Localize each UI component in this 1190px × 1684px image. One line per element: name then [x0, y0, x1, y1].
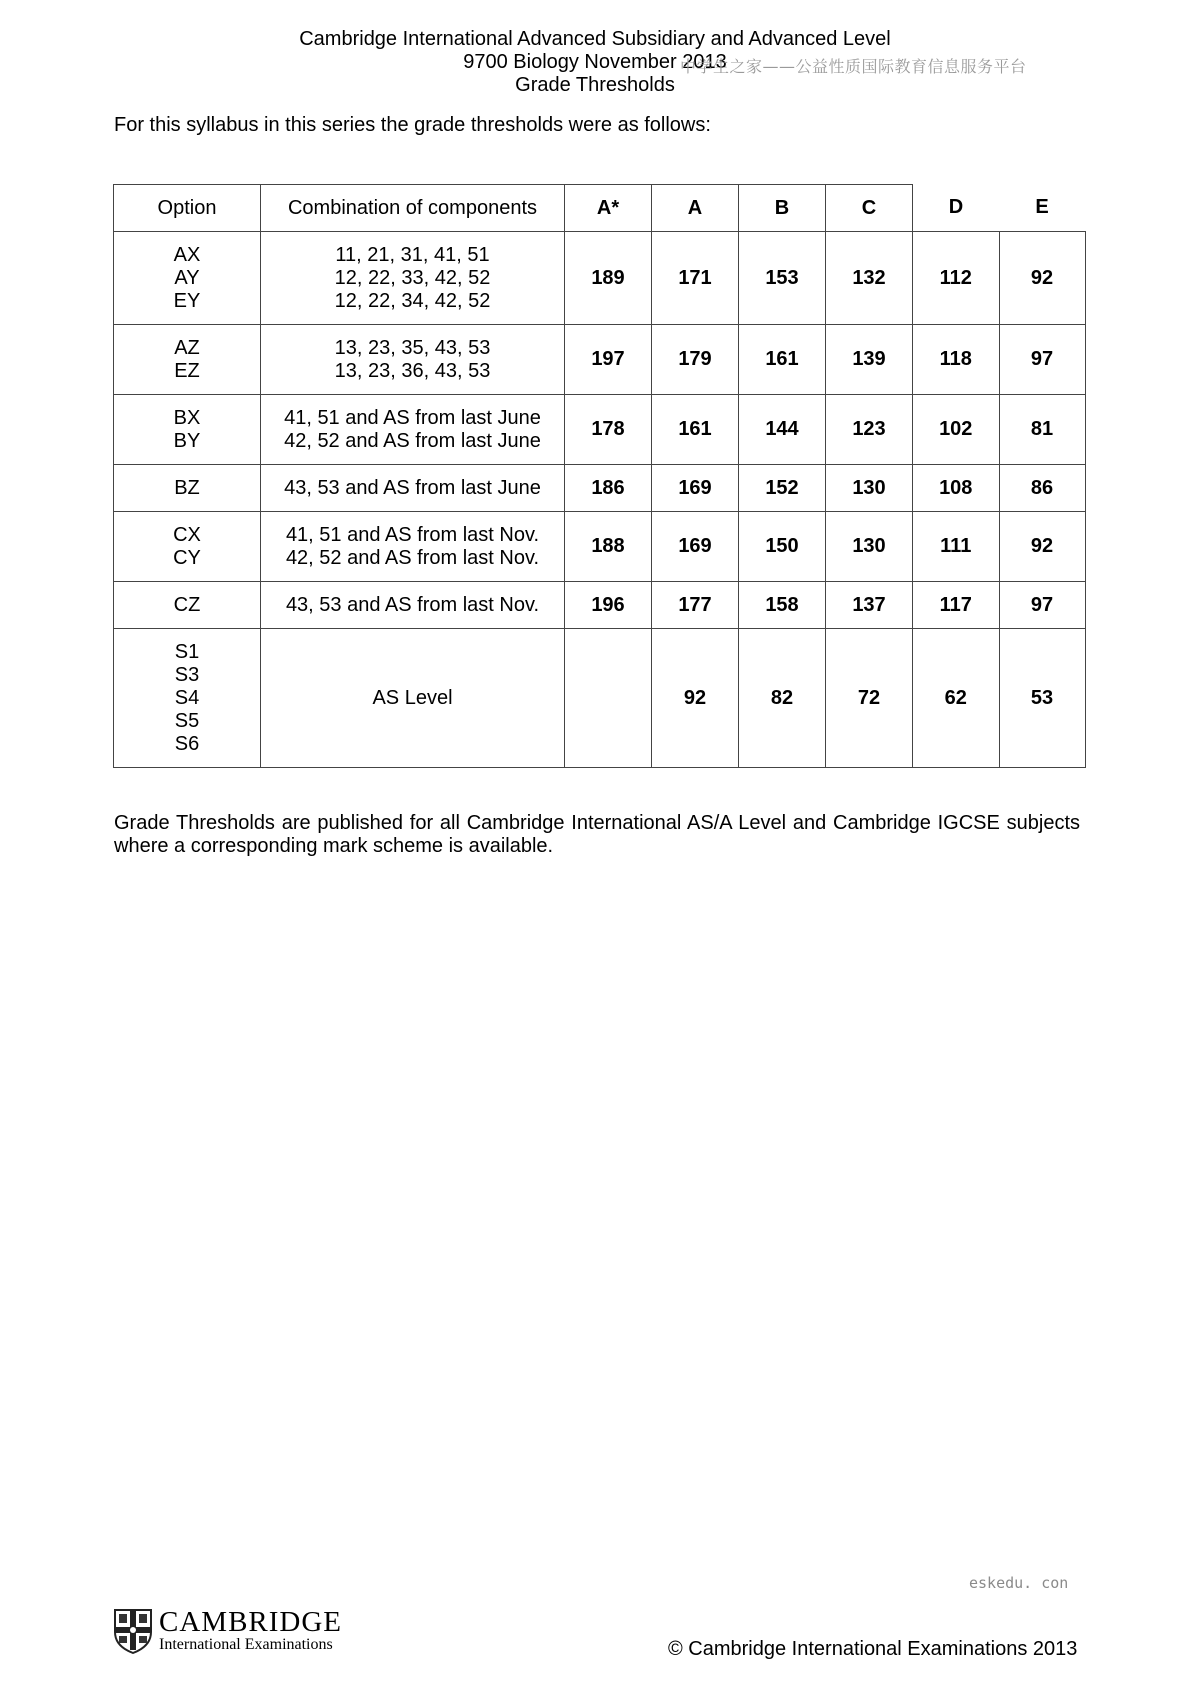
- threshold-b: 153: [739, 232, 826, 325]
- threshold-a: 92: [652, 629, 739, 768]
- option-code: BZ: [174, 476, 200, 499]
- components-cell: [261, 465, 565, 512]
- components-cell: [261, 232, 565, 325]
- option-cell: [114, 232, 261, 325]
- header-subject: 9700 Biology November 2013: [463, 51, 727, 73]
- threshold-e: 97: [999, 582, 1085, 629]
- threshold-c: 130: [826, 512, 913, 582]
- header-document-type: Grade Thresholds: [515, 74, 675, 96]
- threshold-b: 82: [739, 629, 826, 768]
- components-cell: [261, 512, 565, 582]
- grade-thresholds-table: [113, 184, 1086, 768]
- option-code: CZ: [173, 593, 201, 616]
- header-combination: Combination of components: [261, 185, 565, 232]
- option-code: CX: [173, 523, 201, 546]
- cambridge-logo: [113, 1608, 342, 1654]
- threshold-d: 111: [913, 512, 1000, 582]
- threshold-a: 169: [652, 512, 739, 582]
- option-cell: [114, 465, 261, 512]
- threshold-d: 108: [913, 465, 1000, 512]
- threshold-a-star: 178: [565, 395, 652, 465]
- option-cell: [114, 629, 261, 768]
- table-row: [114, 629, 1086, 768]
- threshold-b: 144: [739, 395, 826, 465]
- table-row: [114, 395, 1086, 465]
- component-combination: 42, 52 and AS from last June: [284, 429, 541, 452]
- threshold-d: 117: [913, 582, 1000, 629]
- option-cell: [114, 325, 261, 395]
- component-combination: 43, 53 and AS from last June: [284, 476, 541, 499]
- option-code: BY: [173, 429, 201, 452]
- component-combination: 12, 22, 33, 42, 52: [334, 266, 491, 289]
- threshold-a-star: 189: [565, 232, 652, 325]
- logo-wordmark: CAMBRIDGE: [159, 1606, 343, 1638]
- threshold-c: 139: [826, 325, 913, 395]
- threshold-d: 102: [913, 395, 1000, 465]
- table-row: [114, 232, 1086, 325]
- option-code: S5: [174, 709, 200, 732]
- option-code: S1: [174, 640, 200, 663]
- option-cell: [114, 395, 261, 465]
- threshold-c: 130: [826, 465, 913, 512]
- cambridge-crest-icon: [113, 1608, 153, 1654]
- component-combination: 43, 53 and AS from last Nov.: [285, 593, 540, 616]
- option-cell: [114, 512, 261, 582]
- threshold-c: 72: [826, 629, 913, 768]
- table-row: [114, 465, 1086, 512]
- option-code: CY: [173, 546, 201, 569]
- threshold-a: 177: [652, 582, 739, 629]
- table-row: [114, 325, 1086, 395]
- option-code: S6: [174, 732, 200, 755]
- threshold-a-star: [565, 629, 652, 768]
- threshold-a: 171: [652, 232, 739, 325]
- components-cell: [261, 582, 565, 629]
- threshold-d: 112: [913, 232, 1000, 325]
- footer-note: Grade Thresholds are published for all Cambridge International AS/A Level and Cambridge IGCSE subjects where a corresponding mark scheme is available.: [114, 812, 1080, 857]
- logo-subtitle: International Examinations: [159, 1636, 333, 1653]
- components-cell: [261, 395, 565, 465]
- option-code: AY: [174, 266, 200, 289]
- component-combination: AS Level: [372, 686, 453, 709]
- threshold-d: 62: [913, 629, 1000, 768]
- threshold-b: 150: [739, 512, 826, 582]
- table-body: [114, 232, 1086, 768]
- table-header-row: [114, 185, 1086, 232]
- component-combination: 41, 51 and AS from last Nov.: [285, 523, 540, 546]
- threshold-a: 169: [652, 465, 739, 512]
- component-combination: 42, 52 and AS from last Nov.: [285, 546, 540, 569]
- threshold-b: 161: [739, 325, 826, 395]
- header-grade-b: B: [739, 185, 826, 232]
- threshold-a: 179: [652, 325, 739, 395]
- header-grade-e: E: [999, 185, 1085, 232]
- component-combination: 41, 51 and AS from last June: [284, 406, 541, 429]
- components-cell: [261, 325, 565, 395]
- option-code: EY: [173, 289, 201, 312]
- intro-text: For this syllabus in this series the grade thresholds were as follows:: [114, 114, 711, 136]
- table-row: [114, 512, 1086, 582]
- threshold-c: 132: [826, 232, 913, 325]
- threshold-d: 118: [913, 325, 1000, 395]
- option-code: EZ: [174, 359, 200, 382]
- site-watermark: eskedu. con: [969, 1574, 1069, 1592]
- threshold-c: 137: [826, 582, 913, 629]
- components-cell: [261, 629, 565, 768]
- threshold-e: 97: [999, 325, 1085, 395]
- component-combination: 11, 21, 31, 41, 51: [335, 243, 490, 266]
- header-title: Cambridge International Advanced Subsidiary and Advanced Level: [299, 28, 891, 50]
- option-code: AZ: [174, 336, 200, 359]
- watermark-text: 中学生之家——公益性质国际教育信息服务平台: [680, 57, 1027, 76]
- threshold-a-star: 188: [565, 512, 652, 582]
- threshold-a: 161: [652, 395, 739, 465]
- threshold-a-star: 186: [565, 465, 652, 512]
- header-grade-a-star: A*: [565, 185, 652, 232]
- option-code: AX: [173, 243, 201, 266]
- option-cell: [114, 582, 261, 629]
- header-grade-d: D: [913, 185, 1000, 232]
- threshold-e: 81: [999, 395, 1085, 465]
- table-row: [114, 582, 1086, 629]
- component-combination: 13, 23, 35, 43, 53: [334, 336, 491, 359]
- threshold-e: 92: [999, 512, 1085, 582]
- option-code: S4: [174, 686, 200, 709]
- header-grade-c: C: [826, 185, 913, 232]
- threshold-a-star: 196: [565, 582, 652, 629]
- header-grade-a: A: [652, 185, 739, 232]
- threshold-e: 53: [999, 629, 1085, 768]
- threshold-b: 158: [739, 582, 826, 629]
- component-combination: 13, 23, 36, 43, 53: [334, 359, 491, 382]
- option-code: BX: [173, 406, 201, 429]
- header-option: Option: [114, 185, 261, 232]
- option-code: S3: [174, 663, 200, 686]
- threshold-c: 123: [826, 395, 913, 465]
- threshold-b: 152: [739, 465, 826, 512]
- threshold-e: 92: [999, 232, 1085, 325]
- threshold-a-star: 197: [565, 325, 652, 395]
- threshold-e: 86: [999, 465, 1085, 512]
- copyright-text: © Cambridge International Examinations 2013: [668, 1638, 1078, 1660]
- component-combination: 12, 22, 34, 42, 52: [334, 289, 491, 312]
